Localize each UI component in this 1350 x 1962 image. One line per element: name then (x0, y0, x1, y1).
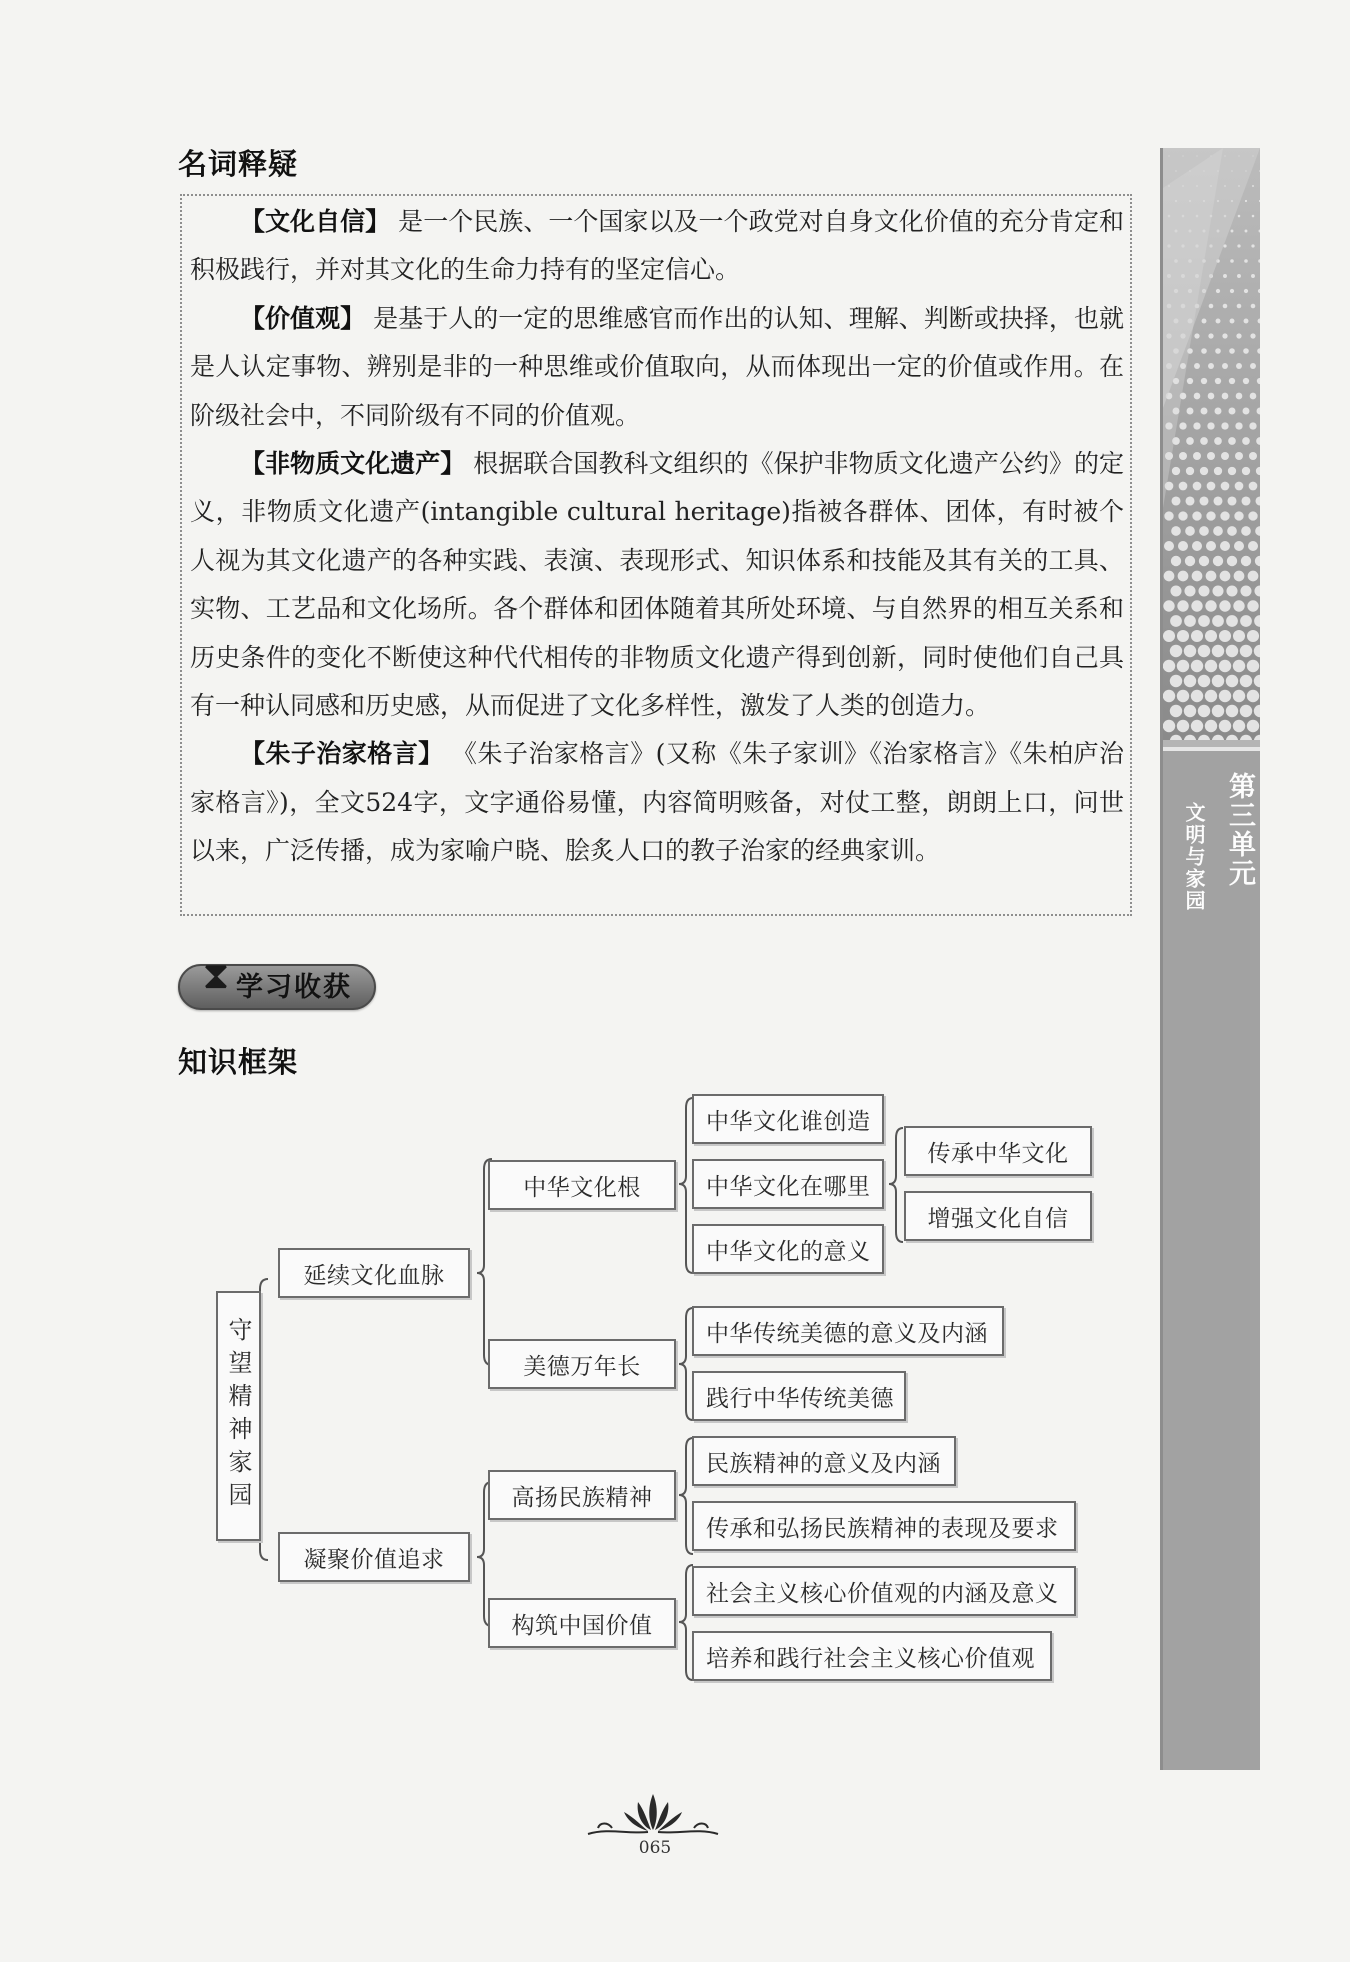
bracket-level2-c (679, 1438, 693, 1554)
unit-name: 文明与家园 (1182, 802, 1206, 912)
pattern-dot (1184, 705, 1196, 717)
pattern-dot (1245, 230, 1248, 233)
pattern-dot (1193, 482, 1202, 491)
pattern-dot (1247, 600, 1258, 611)
pattern-dot (1235, 482, 1244, 491)
framework-level3-item: 培养和践行社会主义核心价值观 (692, 1631, 1052, 1681)
pattern-dot (1191, 600, 1202, 611)
side-tab-lower (1163, 751, 1260, 1770)
pattern-dot (1250, 393, 1257, 400)
pattern-dot (1230, 319, 1235, 324)
glossary-term: 【文化自信】 (240, 207, 391, 236)
pattern-dot (1205, 690, 1217, 702)
pattern-dot (1170, 645, 1182, 657)
pattern-dot (1178, 511, 1187, 520)
pattern-dot (1199, 556, 1209, 566)
pattern-dot (1226, 585, 1237, 596)
pattern-dot (1222, 393, 1229, 400)
pattern-dot (1243, 348, 1249, 354)
side-tab-dot-pattern (1163, 148, 1260, 740)
pattern-dot (1244, 259, 1248, 263)
pattern-dot (1216, 319, 1221, 324)
pattern-dot (1229, 378, 1235, 384)
glossary-definition: 是基于人的一定的思维感官而作出的认知、理解、判断或抉择，也就是人认定事物、辨别是非的一种思维或价值取向，从而体现出一定的价值或作用。在阶级社会中，不同阶级有不同的价值观。 (190, 303, 1124, 430)
pattern-dot (1187, 408, 1194, 415)
pattern-dot (1177, 600, 1188, 611)
framework-level2-root: 中华文化根 (488, 1160, 676, 1210)
pattern-dot (1198, 645, 1210, 657)
pattern-dot (1234, 571, 1245, 582)
pattern-dot (1220, 511, 1229, 520)
pattern-dot (1235, 422, 1242, 429)
section-badge-label: 学习收获 (236, 972, 352, 1003)
pattern-dot (1214, 467, 1222, 475)
pattern-dot (1184, 585, 1195, 596)
pattern-dot (1198, 675, 1210, 687)
pattern-dot (1191, 720, 1203, 732)
pattern-dot (1185, 556, 1195, 566)
pattern-dot (1251, 244, 1254, 247)
pattern-dot (1220, 571, 1231, 582)
pattern-dot (1241, 556, 1251, 566)
pattern-dot (1178, 541, 1188, 551)
pattern-dot (1212, 615, 1224, 627)
pattern-dot (1163, 690, 1175, 702)
pattern-dot (1163, 600, 1174, 611)
pattern-dot (1199, 496, 1208, 505)
pattern-dot (1223, 304, 1228, 309)
pattern-dot (1205, 600, 1216, 611)
pattern-dot (1194, 363, 1200, 369)
glossary-term: 【非物质文化遗产】 (240, 449, 466, 479)
pattern-dot (1215, 408, 1222, 415)
pattern-dot (1226, 645, 1238, 657)
pattern-dot (1187, 378, 1193, 384)
pattern-dot (1184, 615, 1196, 627)
pattern-dot (1241, 496, 1250, 505)
pattern-dot (1233, 720, 1245, 732)
pattern-dot (1221, 422, 1228, 429)
pattern-dot (1198, 585, 1209, 596)
framework-level4-inherit: 传承中华文化 (904, 1126, 1092, 1176)
glossary-definition: 根据联合国教科文组织的《保护非物质文化遗产公约》的定义，非物质文化遗产(intangible cultural heritage)指被各群体、团体，有时被个人视为其文化遗产的各种实践、表演、表现形式、知识体系和技能及其有关的工具、实物、工艺品和文化场所。各个群体和团体随着其所处环境、与自然界的相互关系和历史条件的变化不断使这种代代相传的非物质文化遗产得到创新，同时使他们自己具有一种认同感和历史感，从而促进了文化多样性，激发了人类的创造力。 (190, 449, 1124, 721)
pattern-dot (1242, 437, 1250, 445)
pattern-dot (1234, 511, 1243, 520)
bracket-level2-d (679, 1565, 693, 1680)
pattern-dot (1237, 304, 1242, 309)
pattern-dot (1226, 705, 1238, 717)
pattern-dot (1219, 660, 1231, 672)
pattern-dot (1200, 437, 1208, 445)
footer-ornament-icon (578, 1790, 728, 1840)
pattern-dot (1223, 244, 1226, 247)
pattern-dot (1243, 408, 1250, 415)
hourglass-icon: ⧗ (202, 953, 230, 997)
pattern-dot (1205, 630, 1217, 642)
pattern-dot (1178, 571, 1189, 582)
pattern-dot (1250, 333, 1255, 338)
pattern-dot (1249, 452, 1257, 460)
framework-level2-virtue: 美德万年长 (488, 1339, 676, 1389)
framework-level3-item: 践行中华传统美德 (692, 1371, 906, 1421)
bracket-level2-a (679, 1098, 693, 1273)
pattern-dot (1179, 422, 1186, 429)
pattern-dot (1243, 378, 1249, 384)
pattern-dot (1202, 319, 1207, 324)
pattern-dot (1249, 482, 1258, 491)
framework-level3-item: 中华文化的意义 (692, 1224, 884, 1274)
pattern-dot (1171, 526, 1181, 536)
pattern-dot (1242, 467, 1250, 475)
pattern-dot (1192, 511, 1201, 520)
pattern-dot (1229, 408, 1236, 415)
pattern-dot (1177, 690, 1189, 702)
pattern-dot (1235, 452, 1243, 460)
pattern-dot (1192, 571, 1203, 582)
pattern-dot (1240, 645, 1252, 657)
pattern-dot (1230, 289, 1234, 293)
pattern-dot (1191, 690, 1203, 702)
pattern-dot (1227, 556, 1237, 566)
pattern-dot (1212, 705, 1224, 717)
pattern-dot (1251, 304, 1256, 309)
pattern-dot (1170, 705, 1182, 717)
pattern-dot (1199, 526, 1209, 536)
pattern-dot (1237, 244, 1240, 247)
pattern-dot (1226, 675, 1238, 687)
pattern-dot (1212, 585, 1223, 596)
pattern-dot (1184, 645, 1196, 657)
pattern-dot (1185, 496, 1194, 505)
framework-level4-confidence: 增强文化自信 (904, 1191, 1092, 1241)
pattern-dot (1247, 690, 1259, 702)
pattern-dot (1240, 675, 1252, 687)
pattern-dot (1236, 363, 1242, 369)
pattern-dot (1191, 630, 1203, 642)
pattern-dot (1219, 720, 1231, 732)
pattern-dot (1233, 660, 1245, 672)
pattern-dot (1206, 541, 1216, 551)
pattern-dot (1221, 452, 1229, 460)
glossary-term: 【价值观】 (240, 303, 366, 333)
pattern-dot (1219, 690, 1231, 702)
pattern-dot (1236, 333, 1241, 338)
pattern-dot (1244, 319, 1249, 324)
pattern-dot (1234, 541, 1244, 551)
pattern-dot (1172, 467, 1180, 475)
pattern-dot (1170, 615, 1182, 627)
pattern-dot (1247, 720, 1259, 732)
pattern-dot (1198, 705, 1210, 717)
pattern-dot (1222, 333, 1227, 338)
pattern-dot (1206, 511, 1215, 520)
pattern-dot (1164, 511, 1173, 520)
pattern-dot (1213, 526, 1223, 536)
pattern-dot (1201, 378, 1207, 384)
unit-number: 第三单元 (1224, 772, 1255, 888)
pattern-dot (1220, 541, 1230, 551)
pattern-dot (1179, 452, 1187, 460)
pattern-dot (1164, 541, 1174, 551)
pattern-dot (1171, 496, 1180, 505)
pattern-dot (1201, 348, 1207, 354)
pattern-dot (1222, 363, 1228, 369)
pattern-dot (1241, 526, 1251, 536)
pattern-dot (1227, 526, 1237, 536)
pattern-dot (1248, 511, 1257, 520)
pattern-dot (1164, 571, 1175, 582)
pattern-dot (1179, 482, 1188, 491)
bracket-level2-b (679, 1308, 693, 1420)
pattern-dot (1177, 660, 1189, 672)
pattern-dot (1216, 289, 1220, 293)
pattern-dot (1249, 422, 1256, 429)
page-number: 065 (638, 1838, 672, 1858)
framework-level2-chinese-values: 构筑中国价值 (488, 1598, 676, 1648)
pattern-dot (1191, 660, 1203, 672)
pattern-dot (1219, 600, 1230, 611)
pattern-dot (1215, 348, 1221, 354)
pattern-dot (1200, 467, 1208, 475)
pattern-dot (1163, 720, 1175, 732)
pattern-dot (1207, 452, 1215, 460)
pattern-dot (1185, 526, 1195, 536)
glossary-title: 名词释疑 (178, 147, 299, 181)
pattern-dot (1205, 660, 1217, 672)
bracket-level3 (889, 1128, 903, 1242)
pattern-dot (1221, 482, 1230, 491)
pattern-dot (1237, 274, 1241, 278)
framework-level3-item: 民族精神的意义及内涵 (692, 1436, 956, 1486)
framework-level3-item: 传承和弘扬民族精神的表现及要求 (692, 1501, 1076, 1551)
pattern-dot (1163, 630, 1175, 642)
pattern-dot (1240, 705, 1252, 717)
pattern-dot (1193, 452, 1201, 460)
pattern-dot (1240, 585, 1251, 596)
pattern-dot (1233, 690, 1245, 702)
pattern-dot (1240, 615, 1252, 627)
pattern-dot (1219, 630, 1231, 642)
pattern-dot (1209, 304, 1214, 309)
framework-level3-item: 中华传统美德的意义及内涵 (692, 1306, 1004, 1356)
pattern-dot (1247, 630, 1259, 642)
pattern-dot (1231, 230, 1234, 233)
glossary-term: 【朱子治家格言】 (240, 739, 444, 769)
framework-level1-values: 凝聚价值追求 (278, 1532, 470, 1582)
pattern-dot (1228, 467, 1236, 475)
framework-level3-item: 中华文化谁创造 (692, 1094, 884, 1144)
pattern-dot (1251, 274, 1255, 278)
pattern-dot (1186, 437, 1194, 445)
pattern-dot (1238, 215, 1241, 218)
pattern-dot (1236, 393, 1243, 400)
pattern-dot (1208, 363, 1214, 369)
pattern-dot (1177, 630, 1189, 642)
pattern-dot (1244, 289, 1248, 293)
pattern-dot (1177, 720, 1189, 732)
pattern-dot (1184, 675, 1196, 687)
pattern-dot (1212, 675, 1224, 687)
pattern-dot (1213, 496, 1222, 505)
pattern-dot (1233, 630, 1245, 642)
glossary-definition: 是一个民族、一个国家以及一个政党对自身文化价值的充分肯定和积极践行，并对其文化的生命力持有的坚定信心。 (190, 207, 1124, 285)
pattern-dot (1171, 556, 1181, 566)
pattern-dot (1245, 200, 1247, 202)
pattern-dot (1223, 274, 1227, 278)
framework-level3-item: 社会主义核心价值观的内涵及意义 (692, 1566, 1076, 1616)
glossary-definition: 《朱子治家格言》(又称《朱子家训》《治家格言》《朱柏庐治家格言》)，全文524字，文字通俗易懂，内容简明赅备，对仗工整，朗朗上口，问世以来，广泛传播，成为家喻户晓、脍炙人口的教子治家的经典家训。 (190, 739, 1124, 866)
framework-level2-spirit: 高扬民族精神 (488, 1470, 676, 1520)
pattern-dot (1252, 185, 1254, 187)
pattern-dot (1207, 482, 1216, 491)
framework-title: 知识框架 (178, 1045, 299, 1079)
pattern-dot (1233, 600, 1244, 611)
pattern-dot (1205, 720, 1217, 732)
pattern-dot (1208, 333, 1213, 338)
pattern-dot (1193, 422, 1200, 429)
pattern-dot (1207, 422, 1214, 429)
pattern-dot (1206, 571, 1217, 582)
framework-level3-item: 中华文化在哪里 (692, 1159, 884, 1209)
pattern-dot (1230, 259, 1234, 263)
pattern-dot (1228, 437, 1236, 445)
pattern-dot (1212, 645, 1224, 657)
framework-level1-culture: 延续文化血脉 (278, 1248, 470, 1298)
pattern-dot (1226, 615, 1238, 627)
pattern-dot (1208, 393, 1215, 400)
pattern-dot (1248, 541, 1258, 551)
pattern-dot (1215, 378, 1221, 384)
pattern-dot (1201, 408, 1208, 415)
pattern-dot (1186, 467, 1194, 475)
pattern-dot (1194, 333, 1199, 338)
pattern-dot (1247, 660, 1259, 672)
pattern-dot (1170, 675, 1182, 687)
pattern-dot (1229, 348, 1235, 354)
pattern-dot (1214, 437, 1222, 445)
pattern-dot (1252, 215, 1255, 218)
pattern-dot (1250, 363, 1256, 369)
pattern-dot (1227, 496, 1236, 505)
pattern-dot (1194, 393, 1201, 400)
pattern-dot (1213, 556, 1223, 566)
pattern-dot (1170, 585, 1181, 596)
pattern-dot (1198, 615, 1210, 627)
pattern-dot (1248, 571, 1259, 582)
pattern-dot (1163, 660, 1175, 672)
pattern-dot (1192, 541, 1202, 551)
framework-root: 守望精神家园 (216, 1291, 261, 1541)
